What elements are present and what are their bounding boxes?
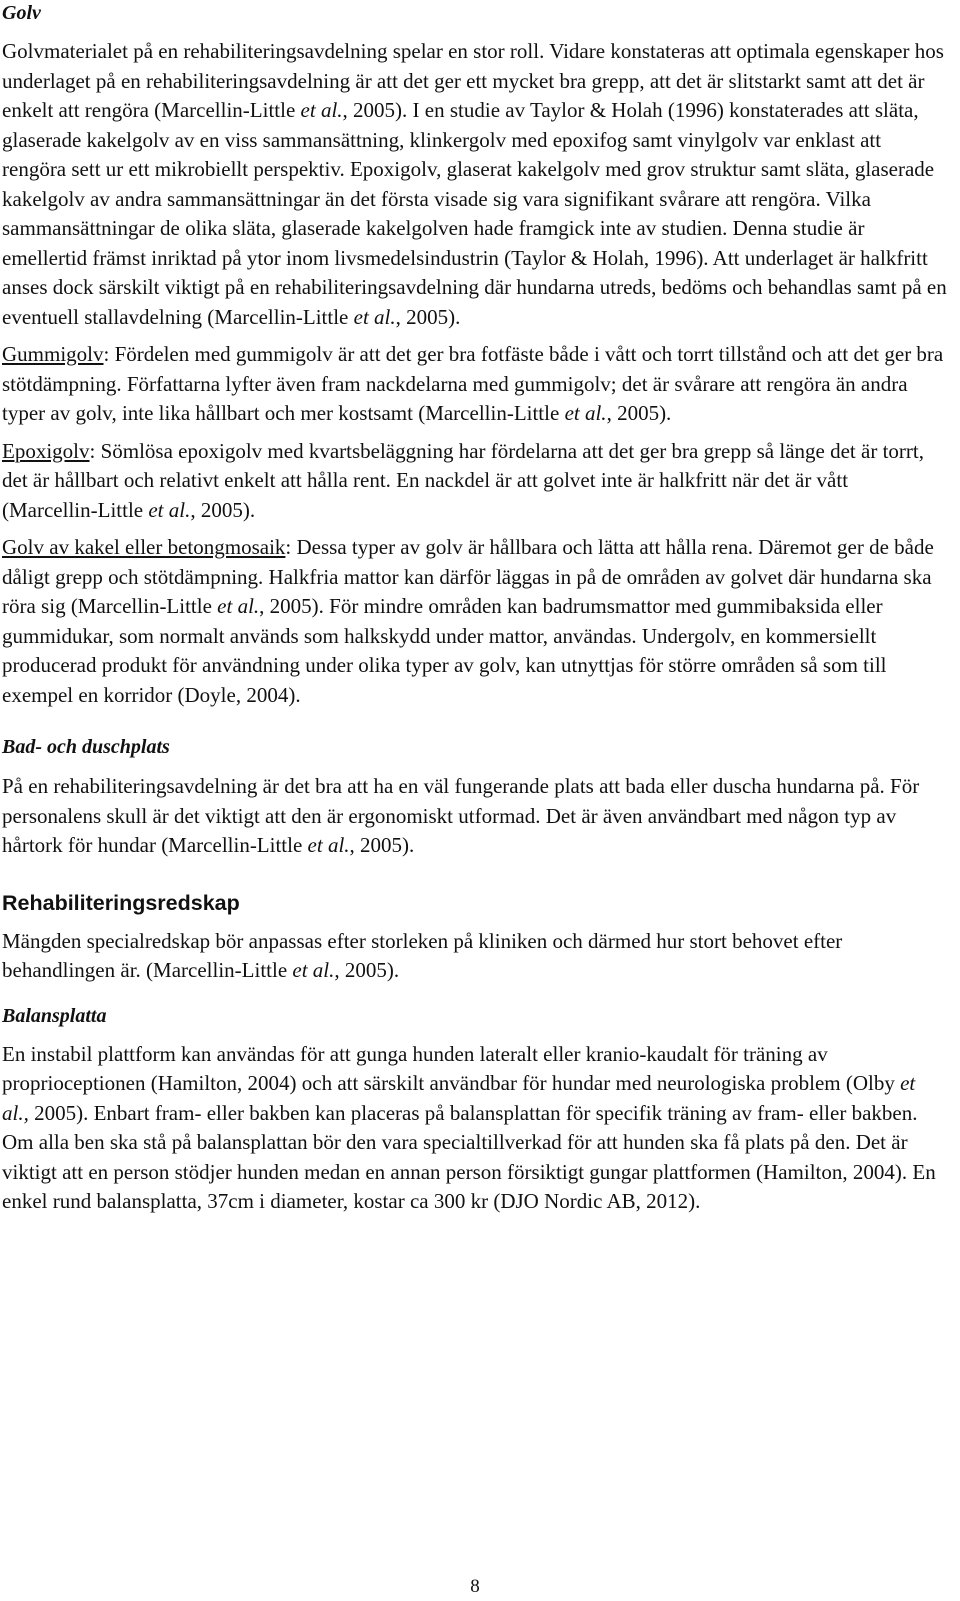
- italic-citation-text: et al.: [148, 497, 191, 522]
- text-run: , 2005).: [190, 497, 256, 522]
- kakel-text: [2, 535, 934, 707]
- section-heading-golv: Golv: [2, 2, 41, 24]
- paragraph-kakel: [2, 533, 947, 710]
- italic-citation-text: et al.: [353, 304, 396, 329]
- paragraph-balansplatta: [2, 1040, 947, 1217]
- paragraph-bad-och-duschplats: [2, 772, 947, 861]
- italic-citation-text: et al.: [292, 958, 335, 982]
- paragraph-epoxigolv: [2, 437, 947, 526]
- paragraph-gummigolv: [2, 340, 947, 429]
- term-epoxigolv: Epoxigolv: [2, 438, 90, 463]
- italic-citation-text: et al.: [564, 401, 607, 425]
- text-run: , 2005).: [334, 958, 400, 982]
- text-run: Golvmaterialet på en rehabiliteringsavdelning spelar en stor roll. Vidare konstateras att optimala egenskaper hos underlaget på en rehabiliteringsavdelning är att det ger ett mycket bra grepp, att det är slitstarkt samt att det är enkelt att rengöra (Marcellin-Little: [2, 39, 944, 122]
- text-run: : Sömlösa epoxigolv med kvartsbeläggning har fördelarna att det ger bra grepp så länge det är torrt, det är hållbart och relativt enkelt att hålla rent. En nackdel är att golvet inte är halkfritt när det är vått (Marcellin-Little: [2, 438, 924, 522]
- text-run: , 2005).: [606, 401, 672, 425]
- text-run: : Dessa typer av golv är hållbara och lätta att hålla rena. Däremot ger de både dåligt grepp och stötdämpning. Halkfria mattor kan därför läggas in på de områden av golvet där hundarna ska röra sig (Marcellin-Little: [2, 535, 934, 618]
- text-run: , 2005).: [395, 304, 461, 329]
- section-heading-bad-och-duschplats: Bad- och duschplats: [2, 736, 170, 758]
- paragraph-rehabiliteringsredskap: [2, 927, 947, 986]
- italic-citation-text: et al.,: [2, 1071, 916, 1125]
- text-run: , 2005). I en studie av Taylor & Holah (1996) konstaterades att släta, glaserade kakelgolv av en viss sammansättning, klinkergolv med epoxifog samt vinylgolv var enklast att rengöra sett ur ett mikrobiellt perspektiv. Epoxigolv, glaserat kakelgolv med grov struktur samt släta, glaserade kakelgolv av andra sammansättningar än det första visade sig vara signifikant svårare att rengöra. Vilka sammansättningar de olika släta, glaserade kakelgolven hade framgick inte av studien. Denna studie är emellertid främst inriktad på ytor inom livsmedelsindustrin (Taylor & Holah, 1996). Att underlaget är halkfritt anses dock särskilt viktigt på en rehabiliteringsavdelning där hundarna utreds, bedöms och behandlas samt på en eventuell stallavdelning (Marcellin-Little: [2, 98, 947, 329]
- paragraph-golv-intro: [2, 37, 947, 332]
- italic-citation-text: et al.: [300, 98, 343, 122]
- gummigolv-text: [2, 342, 943, 425]
- term-gummigolv: Gummigolv: [2, 342, 104, 366]
- section-heading-rehabiliteringsredskap: Rehabiliteringsredskap: [2, 890, 240, 915]
- text-run: : Fördelen med gummigolv är att det ger bra fotfäste både i vått och torrt tillstånd och att det ger bra stötdämpning. Författarna lyfter även fram nackdelarna med gummigolv; det är svårare att rengöra än andra typer av golv, inte lika hållbart och mer kostsamt (Marcellin-Little: [2, 342, 944, 425]
- text-run: Mängden specialredskap bör anpassas efter storleken på kliniken och därmed hur stort behovet efter behandlingen är. (Marcellin-Little: [2, 928, 843, 982]
- term-kakel-betongmosaik: Golv av kakel eller betongmosaik: [2, 535, 286, 559]
- text-run: , 2005). För mindre områden kan badrumsmattor med gummibaksida eller gummidukar, som normalt används som halkskydd under mattor, användas. Undergolv, en kommersiellt producerad produkt för användning under olika typer av golv, kan utnyttjas för större områden så som till exempel en korridor (Doyle, 2004).: [2, 594, 887, 707]
- text-run: 2005). Enbart fram- eller bakben kan placeras på balansplattan för specifik träning av fram- eller bakben. Om alla ben ska stå på balansplattan bör den vara specialtillverkad för att hunden ska få plats på den. Det är viktigt att en person stödjer hunden medan en annan person försiktigt gungar plattformen (Hamilton, 2004). En enkel rund balansplatta, 37cm i diameter, kostar ca 300 kr (DJO Nordic AB, 2012).: [2, 1100, 936, 1213]
- section-heading-balansplatta: Balansplatta: [2, 1004, 107, 1027]
- text-run: , 2005).: [349, 833, 415, 857]
- italic-citation-text: et al.: [307, 833, 350, 857]
- italic-citation-text: et al.: [217, 594, 260, 618]
- text-run: På en rehabiliteringsavdelning är det bra att ha en väl fungerande plats att bada eller duscha hundarna på. För personalens skull är det viktigt att den är ergonomiskt utformad. Det är även användbart med någon typ av hårtork för hundar (Marcellin-Little: [2, 774, 920, 857]
- page-number: 8: [470, 1576, 480, 1597]
- epoxigolv-text: [2, 439, 924, 522]
- document-page: [2, 0, 947, 1217]
- text-run: En instabil plattform kan användas för att gunga hunden lateralt eller kranio-kaudalt för träning av proprioceptionen (Hamilton, 2004) och att särskilt användbar för hundar med neurologiska problem (Olby: [2, 1041, 901, 1095]
